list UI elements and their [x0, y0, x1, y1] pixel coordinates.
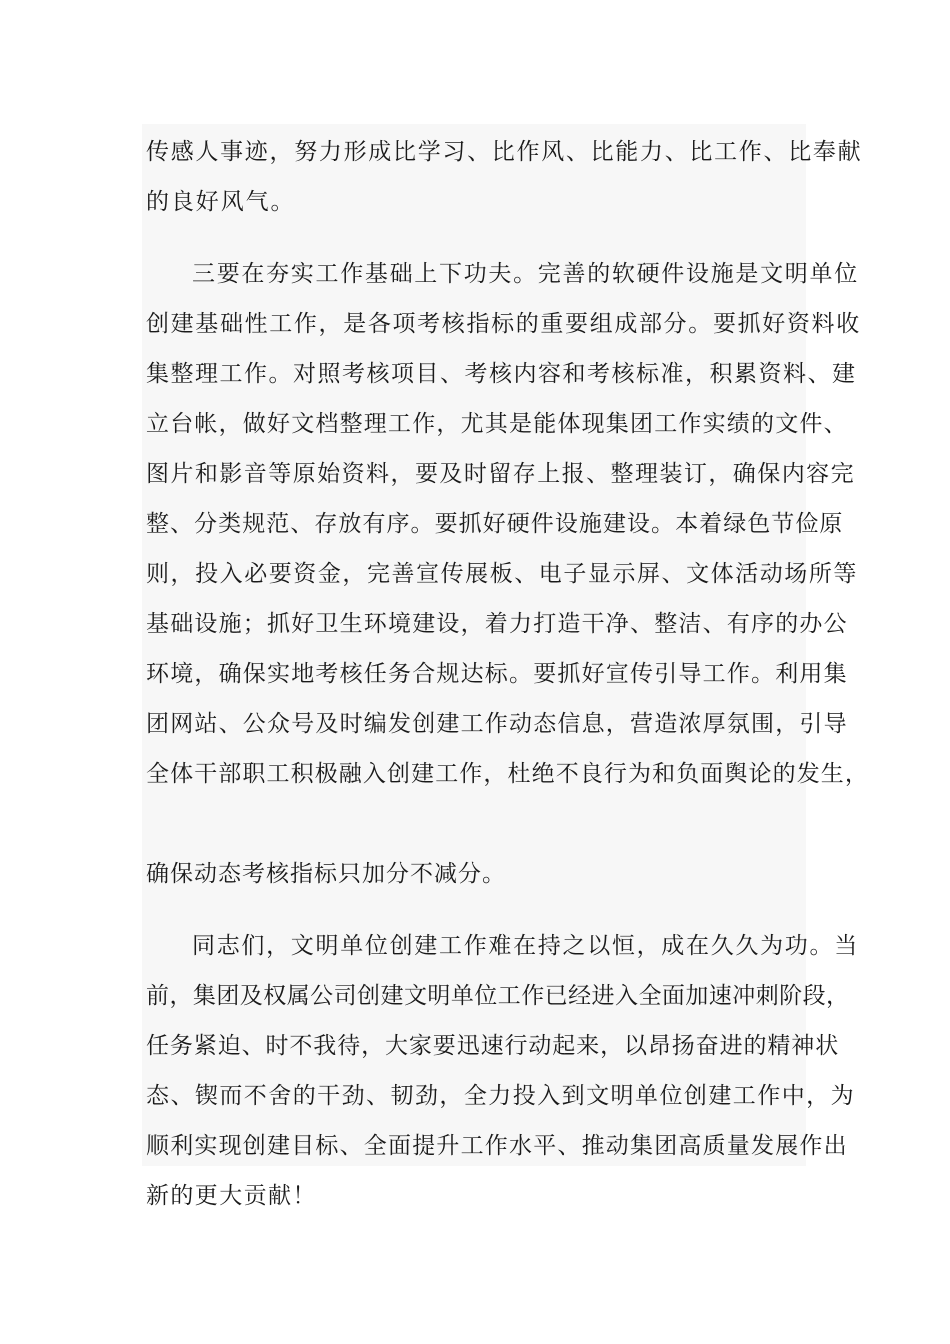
- paragraph-3-line-5: 顺利实现创建目标、全面提升工作水平、推动集团高质量发展作出: [146, 1133, 848, 1159]
- paragraph-2-line-3: 集整理工作。对照考核项目、考核内容和考核标准，积累资料、建: [146, 361, 857, 387]
- paragraph-2-line-7: 则，投入必要资金，完善宣传展板、电子显示屏、文体活动场所等: [146, 561, 858, 587]
- paragraph-3-line-2: 前，集团及权属公司创建文明单位工作已经进入全面加速冲刺阶段，: [146, 983, 850, 1009]
- paragraph-3-line-3: 任务紧迫、时不我待，大家要迅速行动起来，以昂扬奋进的精神状: [146, 1033, 840, 1059]
- paragraph-2-line-12: 确保动态考核指标只加分不减分。: [146, 861, 506, 887]
- paragraph-2-line-9: 环境，确保实地考核任务合规达标。要抓好宣传引导工作。利用集: [146, 661, 848, 687]
- paragraph-2-line-4: 立台帐，做好文档整理工作，尤其是能体现集团工作实绩的文件、: [146, 411, 848, 437]
- paragraph-3-line-1: 同志们，文明单位创建工作难在持之以恒，成在久久为功。当: [192, 933, 859, 959]
- paragraph-3-line-6: 新的更大贡献！: [146, 1183, 317, 1209]
- paragraph-2-line-11: 全体干部职工积极融入创建工作，杜绝不良行为和负面舆论的发生，: [146, 761, 869, 787]
- document-text-block: [142, 124, 869, 1209]
- paragraph-2-line-1: 三要在夯实工作基础上下功夫。完善的软硬件设施是文明单位: [192, 261, 859, 287]
- paragraph-3-line-4: 态、锲而不舍的干劲、韧劲，全力投入到文明单位创建工作中，为: [146, 1083, 856, 1109]
- paragraph-1-line-2: 的良好风气。: [146, 189, 296, 215]
- paragraph-2-line-2: 创建基础性工作，是各项考核指标的重要组成部分。要抓好资料收: [146, 311, 861, 337]
- paragraph-1-line-1: 传感人事迹，努力形成比学习、比作风、比能力、比工作、比奉献: [146, 139, 863, 165]
- paragraph-2-line-5: 图片和影音等原始资料，要及时留存上报、整理装订，确保内容完: [146, 461, 856, 487]
- paragraph-2-line-8: 基础设施；抓好卫生环境建设，着力打造干净、整洁、有序的办公: [146, 611, 848, 637]
- paragraph-2-line-6: 整、分类规范、存放有序。要抓好硬件设施建设。本着绿色节俭原: [146, 511, 844, 537]
- paragraph-2-line-10: 团网站、公众号及时编发创建工作动态信息，营造浓厚氛围，引导: [146, 711, 848, 737]
